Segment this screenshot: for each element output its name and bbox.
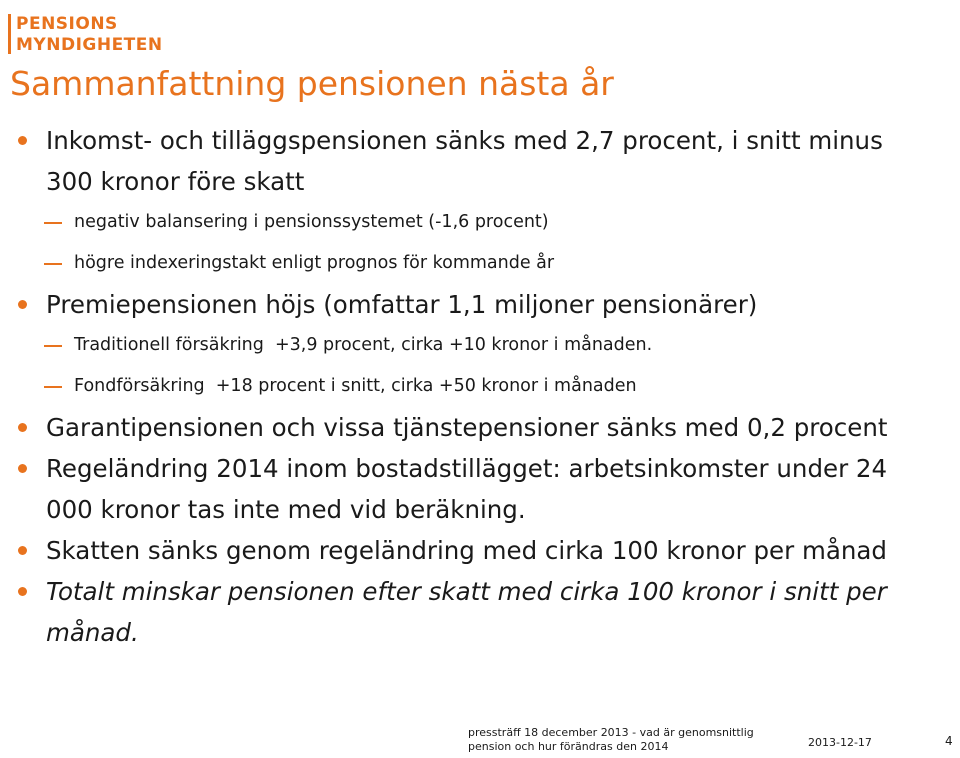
logo-line-2: MYNDIGHETEN [16,35,163,55]
sub-bullet-item [0,366,960,407]
logo-line-1: PENSIONS [16,14,118,34]
bullet-text: Skatten sänks genom regeländring med cirka 100 kronor per månad [46,536,887,565]
bullet-text: Inkomst- och tilläggspensionen sänks med 2,7 procent, i snitt minus 300 kronor före skatt [46,126,883,196]
bullet-item [0,571,960,653]
bullet-marker [18,423,27,432]
bullet-text: Totalt minskar pensionen efter skatt med cirka 100 kronor i snitt per månad. [46,577,887,647]
bullet-item [0,284,960,325]
sub-bullet-text: högre indexeringstakt enligt prognos för kommande år [74,253,555,273]
footer-caption [468,726,754,754]
dash-marker [44,263,62,265]
sub-bullet-text: Fondförsäkring +18 procent i snitt, cirka +50 kronor i månaden [74,376,637,396]
footer-line-1: pressträff 18 december 2013 - vad är genomsnittlig [468,726,754,739]
bullet-text: Premiepensionen höjs (omfattar 1,1 miljoner pensionärer) [46,290,758,319]
bullet-text: Garantipensionen och vissa tjänstepensioner sänks med 0,2 procent [46,413,888,442]
footer-line-2: pension och hur förändras den 2014 [468,740,669,753]
bullet-list [0,120,960,653]
bullet-marker [18,464,27,473]
bullet-marker [18,546,27,555]
bullet-marker [18,136,27,145]
logo [16,14,163,56]
bullet-text: Regeländring 2014 inom bostadstillägget: arbetsinkomster under 24 000 kronor tas inte med vid beräkning. [46,454,888,524]
bullet-item [0,530,960,571]
dash-marker [44,386,62,388]
page-number: 4 [945,734,953,748]
bullet-item [0,120,960,202]
dash-marker [44,345,62,347]
bullet-item [0,448,960,530]
bullet-item [0,407,960,448]
slide-title: Sammanfattning pensionen nästa år [10,64,614,103]
sub-bullet-text: negativ balansering i pensionssystemet (-1,6 procent) [74,212,549,232]
sub-bullet-text: Traditionell försäkring +3,9 procent, cirka +10 kronor i månaden. [74,335,653,355]
dash-marker [44,222,62,224]
sub-bullet-item [0,325,960,366]
logo-accent-bar [8,14,11,54]
bullet-marker [18,300,27,309]
bullet-marker [18,587,27,596]
sub-bullet-item [0,202,960,243]
footer-date: 2013-12-17 [808,736,872,749]
sub-bullet-item [0,243,960,284]
